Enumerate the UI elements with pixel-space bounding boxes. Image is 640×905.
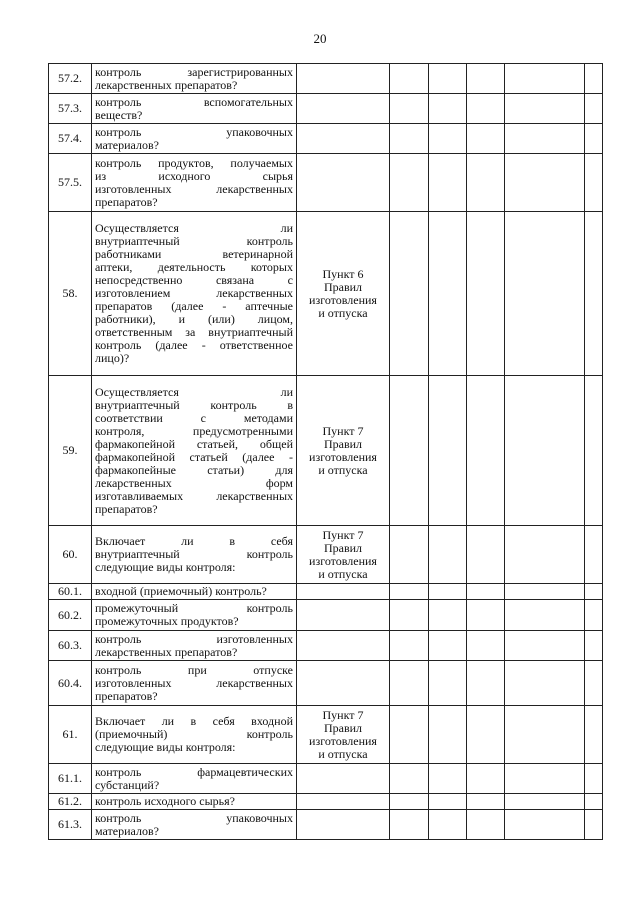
question-text [92, 600, 297, 631]
answer-cell [505, 810, 585, 840]
answer-cell [429, 154, 467, 212]
answer-cell [505, 64, 585, 94]
reference-line: Правил [323, 436, 363, 451]
table-row [49, 94, 603, 124]
answer-cell [429, 94, 467, 124]
question-line: внутриаптечный контроль [95, 547, 293, 561]
answer-cell [467, 376, 505, 526]
answer-cell [585, 764, 603, 794]
question-line: контроль продуктов, получаемых [95, 155, 293, 170]
row-number: 61.1. [49, 764, 92, 794]
row-number: 60.1. [49, 584, 92, 600]
question-line: ответственным за внутриаптечный [95, 325, 293, 339]
question-line: работники), и (или) лицом, [95, 312, 293, 326]
question-line: (приемочный) контроль [95, 727, 293, 741]
legal-reference [297, 706, 390, 764]
question-line: материалов? [95, 137, 159, 152]
answer-cell [505, 794, 585, 810]
question-line: изготовленных лекарственных [95, 675, 293, 690]
question-line: изготовленных лекарственных [95, 181, 293, 196]
answer-cell [505, 706, 585, 764]
question-line: контроль вспомогательных [95, 94, 293, 109]
answer-cell [467, 631, 505, 661]
row-number: 57.2. [49, 64, 92, 94]
question-line: контроль исходного сырья? [95, 794, 235, 808]
answer-cell [505, 376, 585, 526]
reference-line: Правил [323, 279, 363, 294]
legal-reference [297, 600, 390, 631]
answer-cell [390, 706, 429, 764]
row-number: 60.2. [49, 600, 92, 631]
answer-cell [390, 212, 429, 376]
answer-cell [585, 706, 603, 764]
row-number: 60. [49, 526, 92, 584]
question-text [92, 212, 297, 376]
row-number: 60.4. [49, 661, 92, 706]
reference-line: изготовления [309, 292, 377, 307]
question-line: соответствии с методами [95, 410, 293, 425]
question-line: контроля, предусмотренными [95, 423, 293, 438]
answer-cell [505, 661, 585, 706]
question-text [92, 64, 297, 94]
legal-reference [297, 526, 390, 584]
table-row [49, 212, 603, 376]
question-text [92, 526, 297, 584]
reference-line: Пункт 6 [322, 266, 364, 281]
answer-cell [585, 584, 603, 600]
question-text [92, 661, 297, 706]
answer-cell [390, 64, 429, 94]
question-line: из исходного сырья [95, 168, 293, 183]
question-line: лекарственных препаратов? [95, 644, 238, 659]
question-line: фармакопейной статьей, общей [95, 436, 293, 451]
question-line: фармакопейные статьи) для [95, 462, 293, 477]
question-line: контроль (далее - ответственное [95, 338, 293, 352]
question-text [92, 154, 297, 212]
table-row [49, 154, 603, 212]
answer-cell [390, 794, 429, 810]
question-line: контроль зарегистрированных [95, 64, 293, 79]
table-row [49, 526, 603, 584]
answer-cell [585, 94, 603, 124]
legal-reference [297, 631, 390, 661]
answer-cell [585, 600, 603, 631]
answer-cell [467, 94, 505, 124]
reference-line: изготовления [309, 449, 377, 464]
answer-cell [429, 64, 467, 94]
table-row [49, 124, 603, 154]
answer-cell [505, 764, 585, 794]
question-text [92, 810, 297, 840]
answer-cell [585, 794, 603, 810]
question-line: материалов? [95, 823, 159, 838]
answer-cell [429, 810, 467, 840]
question-line: изготовлением лекарственных [95, 286, 293, 300]
legal-reference [297, 764, 390, 794]
question-line: непосредственно связана с [95, 273, 293, 287]
row-number: 58. [49, 212, 92, 376]
row-number: 57.4. [49, 124, 92, 154]
question-line: промежуточных продуктов? [95, 614, 239, 628]
reference-line: изготовления [309, 553, 377, 568]
question-text [92, 631, 297, 661]
question-text [92, 94, 297, 124]
question-line: фармакопейной статьей (далее - [95, 449, 293, 464]
answer-cell [429, 661, 467, 706]
question-line: внутриаптечный контроль [95, 234, 293, 248]
question-line: изготавливаемых лекарственных [95, 488, 293, 503]
reference-line: и отпуска [318, 566, 368, 581]
reference-line: и отпуска [318, 305, 368, 320]
answer-cell [429, 526, 467, 584]
reference-line: Пункт 7 [322, 527, 364, 542]
answer-cell [585, 212, 603, 376]
answer-cell [505, 94, 585, 124]
question-text [92, 706, 297, 764]
answer-cell [505, 584, 585, 600]
legal-reference [297, 94, 390, 124]
answer-cell [429, 584, 467, 600]
answer-cell [390, 584, 429, 600]
reference-line: Пункт 7 [322, 707, 364, 722]
question-line: препаратов? [95, 501, 158, 516]
answer-cell [467, 526, 505, 584]
answer-cell [467, 764, 505, 794]
answer-cell [505, 631, 585, 661]
answer-cell [390, 154, 429, 212]
answer-cell [390, 631, 429, 661]
question-text [92, 764, 297, 794]
reference-line: и отпуска [318, 462, 368, 477]
question-line: следующие виды контроля: [95, 740, 236, 754]
answer-cell [585, 376, 603, 526]
question-line: контроль упаковочных [95, 810, 293, 825]
question-line: лекарственных форм [95, 475, 293, 490]
answer-cell [505, 600, 585, 631]
legal-reference [297, 810, 390, 840]
question-line: препаратов (далее - аптечные [95, 299, 293, 313]
answer-cell [429, 212, 467, 376]
row-number: 57.5. [49, 154, 92, 212]
answer-cell [505, 154, 585, 212]
answer-cell [467, 600, 505, 631]
question-line: промежуточный контроль [95, 601, 293, 615]
legal-reference [297, 584, 390, 600]
question-line: входной (приемочный) контроль? [95, 584, 267, 598]
answer-cell [467, 212, 505, 376]
question-line: лицо)? [95, 351, 130, 365]
legal-reference [297, 661, 390, 706]
question-line: контроль при отпуске [95, 662, 293, 677]
question-line: аптеки, деятельность которых [95, 260, 293, 274]
legal-reference [297, 794, 390, 810]
reference-line: изготовления [309, 733, 377, 748]
table-row [49, 64, 603, 94]
question-line: субстанций? [95, 777, 160, 792]
question-text [92, 794, 297, 810]
answer-cell [390, 661, 429, 706]
answer-cell [585, 810, 603, 840]
answer-cell [505, 526, 585, 584]
legal-reference [297, 154, 390, 212]
answer-cell [585, 526, 603, 584]
question-line: препаратов? [95, 688, 158, 703]
legal-reference [297, 376, 390, 526]
answer-cell [390, 764, 429, 794]
answer-cell [505, 124, 585, 154]
question-line: Осуществляется ли [95, 384, 293, 399]
answer-cell [467, 794, 505, 810]
answer-cell [390, 94, 429, 124]
row-number: 57.3. [49, 94, 92, 124]
table-row [49, 600, 603, 631]
answer-cell [429, 794, 467, 810]
row-number: 59. [49, 376, 92, 526]
row-number: 61. [49, 706, 92, 764]
table-row [49, 810, 603, 840]
question-line: Включает ли в себя входной [95, 714, 293, 728]
table-row [49, 661, 603, 706]
answer-cell [585, 64, 603, 94]
table-row [49, 764, 603, 794]
answer-cell [467, 64, 505, 94]
table-row [49, 631, 603, 661]
answer-cell [585, 124, 603, 154]
answer-cell [429, 764, 467, 794]
question-line: препаратов? [95, 194, 158, 209]
answer-cell [467, 661, 505, 706]
reference-line: Пункт 7 [322, 423, 364, 438]
row-number: 61.2. [49, 794, 92, 810]
answer-cell [390, 526, 429, 584]
question-line: контроль изготовленных [95, 631, 293, 646]
answer-cell [467, 810, 505, 840]
answer-cell [429, 706, 467, 764]
question-line: работниками ветеринарной [95, 247, 293, 261]
question-line: контроль упаковочных [95, 124, 293, 139]
row-number: 61.3. [49, 810, 92, 840]
table-row [49, 706, 603, 764]
answer-cell [429, 631, 467, 661]
question-text [92, 376, 297, 526]
answer-cell [467, 584, 505, 600]
answer-cell [390, 124, 429, 154]
answer-cell [505, 212, 585, 376]
question-text [92, 124, 297, 154]
table-row [49, 794, 603, 810]
answer-cell [429, 124, 467, 154]
question-line: внутриаптечный контроль в [95, 397, 293, 412]
table-row [49, 584, 603, 600]
question-line: лекарственных препаратов? [95, 77, 238, 92]
question-line: Включает ли в себя [95, 534, 293, 548]
legal-reference [297, 212, 390, 376]
answer-cell [467, 706, 505, 764]
answer-cell [390, 810, 429, 840]
page-number: 20 [313, 31, 327, 46]
answer-cell [467, 154, 505, 212]
answer-cell [429, 600, 467, 631]
question-line: следующие виды контроля: [95, 560, 236, 574]
question-line: веществ? [95, 107, 143, 122]
question-text [92, 584, 297, 600]
row-number: 60.3. [49, 631, 92, 661]
question-line: контроль фармацевтических [95, 764, 293, 779]
question-line: Осуществляется ли [95, 221, 293, 235]
answer-cell [585, 631, 603, 661]
reference-line: Правил [323, 540, 363, 555]
legal-reference [297, 124, 390, 154]
table-row [49, 376, 603, 526]
reference-line: Правил [323, 720, 363, 735]
answer-cell [429, 376, 467, 526]
answer-cell [390, 376, 429, 526]
answer-cell [585, 154, 603, 212]
reference-line: и отпуска [318, 746, 368, 761]
legal-reference [297, 64, 390, 94]
answer-cell [467, 124, 505, 154]
answer-cell [585, 661, 603, 706]
checklist-table [48, 63, 603, 840]
answer-cell [390, 600, 429, 631]
